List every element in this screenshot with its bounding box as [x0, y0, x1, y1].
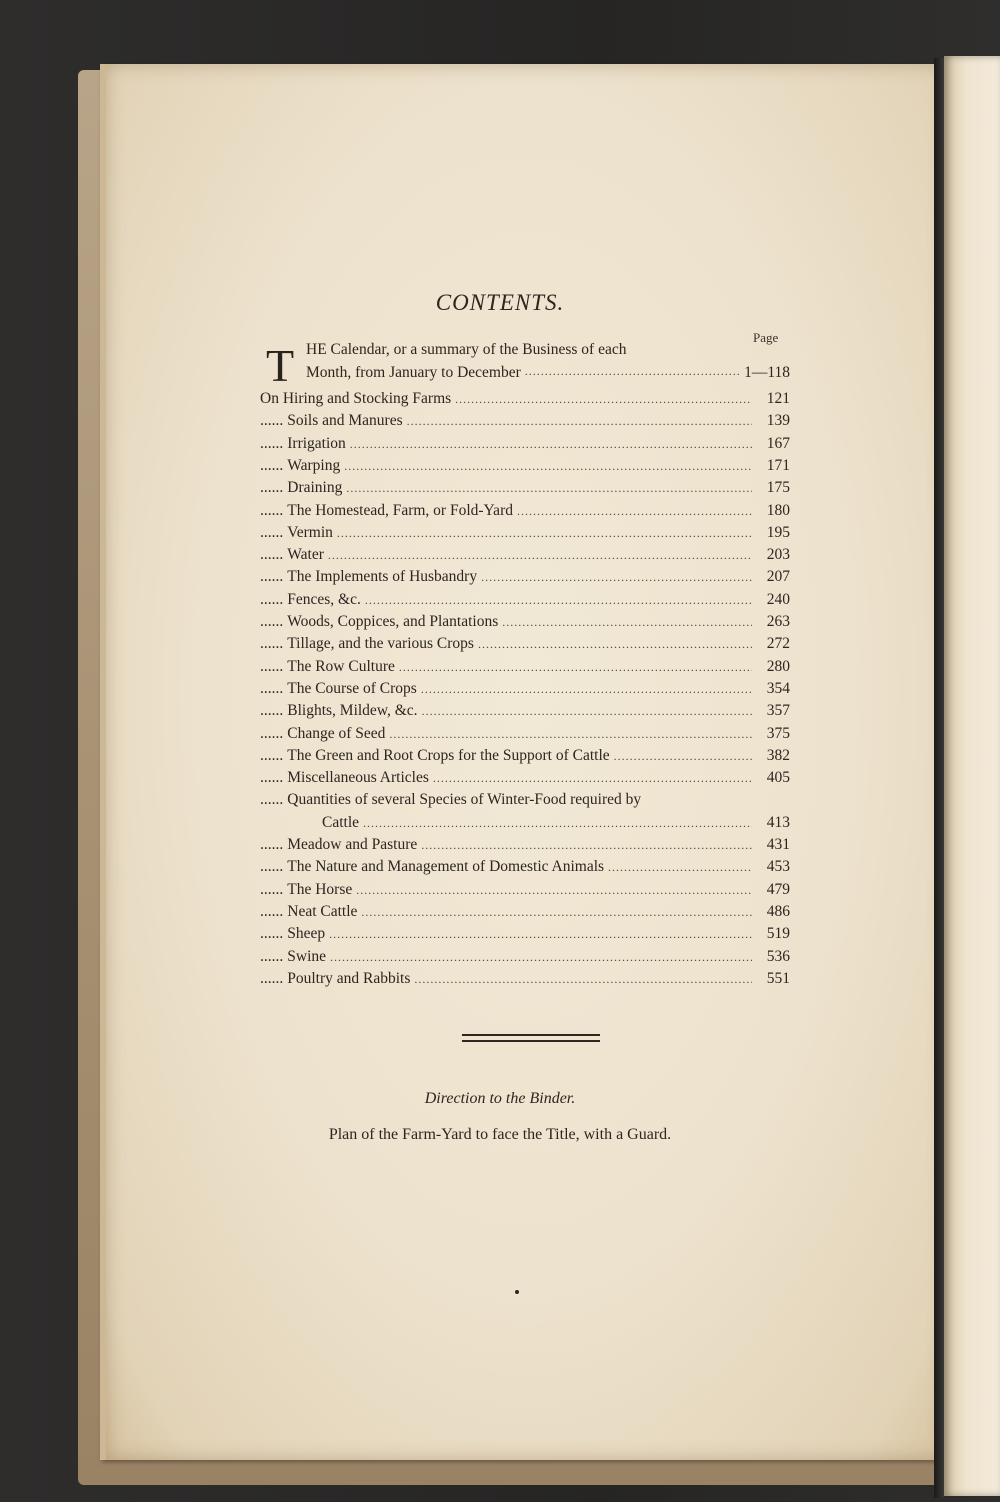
toc-entry-label: Water: [287, 546, 324, 564]
toc-entry-page: 375: [766, 724, 790, 742]
toc-entry-label: Swine: [287, 947, 326, 965]
toc-entry-label: Change of Seed: [287, 724, 386, 742]
page-column-label: Page: [753, 330, 779, 345]
toc-entry: [260, 814, 790, 832]
toc-entry-label: The Homestead, Farm, or Fold-Yard: [287, 501, 513, 519]
leader-dots: [346, 481, 752, 496]
divider-rule: [462, 1034, 600, 1036]
toc-entry-page: 357: [766, 702, 790, 720]
toc-entry: [260, 680, 790, 698]
toc-entry-label: Woods, Coppices, and Plantations: [287, 613, 499, 630]
toc-entry-prefix: ......: [260, 657, 284, 675]
toc-entry-prefix: ......: [260, 746, 284, 764]
toc-entry-prefix: ......: [260, 434, 284, 452]
leader-dots: [421, 682, 752, 697]
toc-entry-label: The Row Culture: [287, 657, 395, 675]
toc-entry: [260, 881, 790, 899]
toc-entry-page: 272: [766, 635, 790, 653]
toc-entry: [260, 502, 790, 520]
toc-entry-page: 167: [766, 434, 790, 452]
leader-dots: [356, 883, 752, 898]
leader-dots: [608, 860, 752, 875]
toc-entry-prefix: ......: [260, 858, 284, 876]
toc-entry-prefix: ......: [260, 590, 284, 608]
toc-entry-page: 139: [766, 412, 790, 430]
leader-dots: [422, 704, 752, 719]
toc-entry: [260, 524, 790, 542]
toc-entry-label: Cattle: [322, 813, 360, 831]
drop-cap: T: [266, 340, 295, 391]
toc-entry-page: 240: [766, 590, 790, 608]
toc-entry: [260, 457, 790, 475]
toc-entry-page: 121: [766, 390, 790, 407]
leader-dots: [517, 504, 752, 519]
toc-entry-label: Blights, Mildew, &c.: [287, 702, 418, 720]
toc-entry-prefix: ......: [260, 947, 284, 965]
toc-entry-prefix: ......: [260, 568, 284, 586]
leader-dots: [421, 838, 752, 853]
leader-dots: [344, 459, 752, 474]
facing-page-edge: [944, 56, 1000, 1496]
toc-entry-label: The Course of Crops: [287, 679, 417, 697]
leader-dots: [478, 637, 752, 652]
toc-entry-prefix: ......: [260, 836, 284, 853]
toc-entry-label: Poultry and Rabbits: [287, 969, 411, 987]
toc-entry-page: 413: [766, 813, 790, 831]
toc-entry-page: 453: [766, 858, 790, 876]
leader-dots: [502, 615, 752, 630]
leader-dots: [525, 364, 740, 382]
toc-entry-page: 382: [766, 746, 790, 764]
ink-dot: [515, 1290, 519, 1294]
toc-entry-label: The Horse: [287, 880, 353, 898]
toc-entry: [260, 479, 790, 497]
toc-entry-label: Neat Cattle: [287, 902, 358, 920]
toc-entry-label: Sheep: [287, 925, 326, 943]
toc-entry-label: Fences, &c.: [287, 590, 361, 608]
toc-entry-prefix: ......: [260, 479, 284, 497]
toc-entry-prefix: ......: [260, 969, 284, 987]
toc-entry-label: Meadow and Pasture: [287, 836, 418, 853]
binder-heading: Direction to the Binder.: [424, 1090, 576, 1107]
toc-entry: [260, 725, 790, 743]
toc-entry-page: 354: [766, 679, 790, 697]
toc-entry-page: 171: [766, 456, 790, 474]
toc-entry-prefix: ......: [260, 546, 284, 564]
toc-entry: [260, 568, 790, 586]
toc-entry-label: Miscellaneous Articles: [287, 769, 429, 787]
leader-dots: [399, 660, 752, 675]
toc-entry: [260, 546, 790, 564]
toc-entry-prefix: ......: [260, 523, 284, 541]
toc-entry-page: 195: [766, 523, 790, 541]
toc-entry-page: 479: [766, 880, 790, 898]
leader-dots: [433, 771, 752, 786]
toc-entry: [260, 858, 790, 876]
leader-dots: [389, 727, 752, 742]
toc-entry-page: 536: [766, 947, 790, 965]
toc-entry-prefix: ......: [260, 702, 284, 720]
toc-entry-label: The Implements of Husbandry: [287, 568, 478, 586]
toc-entry: [260, 836, 790, 854]
toc-entry: [260, 769, 790, 787]
leader-dots: [337, 526, 752, 541]
toc-entry: [260, 702, 790, 720]
toc-entry: [260, 435, 790, 453]
leader-dots: [363, 816, 752, 831]
toc-entry-prefix: ......: [260, 902, 284, 920]
leader-dots: [329, 927, 752, 942]
toc-entry-page: 203: [766, 546, 790, 564]
binder-direction: Plan of the Farm-Yard to face the Title, with a Guard.: [328, 1126, 672, 1143]
toc-entry-prefix: ......: [260, 613, 284, 630]
toc-entry-prefix: ......: [260, 679, 284, 697]
toc-entry-page: 263: [766, 613, 790, 630]
toc-entry: [260, 970, 790, 988]
book-gutter: [934, 58, 944, 1498]
toc-entry-label: Vermin: [287, 523, 333, 541]
toc-entry: [260, 948, 790, 966]
toc-entry-prefix: ......: [260, 769, 284, 787]
toc-entry: [260, 925, 790, 943]
toc-entry-page: 180: [766, 501, 790, 519]
leader-dots: [614, 749, 752, 764]
toc-entry-page: 1—118: [744, 364, 790, 381]
toc-entry-prefix: ......: [260, 791, 284, 809]
leader-dots: [481, 570, 752, 585]
leader-dots: [407, 414, 752, 429]
toc-first-second-line: [306, 364, 790, 382]
toc-entry-label: On Hiring and Stocking Farms: [260, 390, 452, 407]
toc-entry: [260, 747, 790, 765]
toc-entry-label: Soils and Manures: [287, 412, 403, 430]
page-title: CONTENTS.: [435, 290, 565, 315]
toc-entry-page: 175: [766, 479, 790, 497]
divider-rule: [462, 1040, 600, 1042]
toc-entry-label: Warping: [287, 456, 341, 474]
toc-entry: [260, 613, 790, 631]
leader-dots: [350, 437, 752, 452]
toc-first-entry: [260, 340, 790, 391]
toc-entry-prefix: ......: [260, 412, 284, 430]
toc-entry-label: Quantities of several Species of Winter-Food required by: [287, 791, 642, 809]
leader-dots: [455, 392, 752, 407]
toc-entry: [260, 635, 790, 653]
toc-entry-label: Irrigation: [287, 434, 346, 452]
toc-first-line: HE Calendar, or a summary of the Business of each: [306, 341, 627, 358]
toc-entry: [260, 658, 790, 676]
leader-dots: [361, 905, 752, 920]
toc-entry-prefix: ......: [260, 925, 284, 943]
toc-entry-page: 405: [766, 769, 790, 787]
toc-entry-prefix: ......: [260, 635, 284, 653]
toc-entry: [260, 903, 790, 921]
toc-entry: [260, 791, 790, 809]
toc-entry-label: Month, from January to December: [306, 364, 521, 381]
toc-entry-page: 519: [766, 925, 790, 943]
leader-dots: [330, 950, 752, 965]
toc-entry: [260, 412, 790, 430]
toc-entry-prefix: ......: [260, 724, 284, 742]
toc-entry-page: 486: [766, 902, 790, 920]
toc-entry-label: Tillage, and the various Crops: [287, 635, 474, 653]
leader-dots: [365, 593, 752, 608]
toc-entry-page: 431: [766, 836, 790, 853]
toc-entry-label: The Green and Root Crops for the Support of Cattle: [287, 746, 610, 764]
toc-entry: [260, 591, 790, 609]
toc-entry-page: 551: [766, 969, 790, 987]
toc-entry-page: 280: [766, 657, 790, 675]
toc-entry-label: The Nature and Management of Domestic Animals: [287, 858, 605, 876]
toc-entry-label: Draining: [287, 479, 343, 497]
leader-dots: [414, 972, 752, 987]
toc-entry-prefix: ......: [260, 456, 284, 474]
toc-entry-prefix: ......: [260, 501, 284, 519]
toc-entry-prefix: ......: [260, 880, 284, 898]
leader-dots: [328, 548, 752, 563]
toc-entry-page: 207: [766, 568, 790, 586]
toc-entry: [260, 390, 790, 408]
